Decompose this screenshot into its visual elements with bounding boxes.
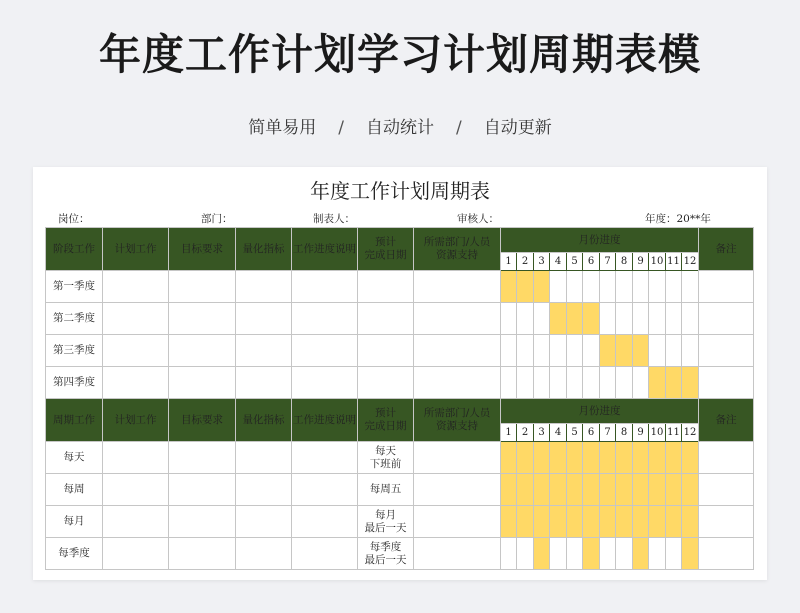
header-due-line2: 完成日期 <box>364 420 407 432</box>
month-cell-active <box>534 538 550 570</box>
tagline-item-update: 自动更新 <box>483 118 552 138</box>
month-header-cell: 4 <box>550 424 567 442</box>
month-cell-active <box>666 367 682 399</box>
month-cell <box>501 367 517 399</box>
table-cell <box>169 335 236 367</box>
month-cell-active <box>583 538 600 570</box>
header-dept-line2: 资源支持 <box>436 420 478 432</box>
month-cell-active <box>501 506 517 538</box>
department-label: 部门： <box>201 213 233 225</box>
month-cell-active <box>649 367 666 399</box>
month-header-cell: 4 <box>550 253 567 271</box>
month-header-cell: 10 <box>649 424 666 442</box>
header-stage: 阶段工作 <box>46 228 103 271</box>
month-header-cell: 3 <box>534 424 550 442</box>
table-cell <box>103 271 169 303</box>
tagline-item-easy: 简单易用 <box>248 118 317 138</box>
month-cell-active <box>616 442 633 474</box>
table-cell <box>103 303 169 335</box>
month-cell-active <box>633 538 649 570</box>
month-header-cell: 5 <box>567 253 583 271</box>
month-header-cell: 7 <box>600 424 616 442</box>
header-dept-line2: 资源支持 <box>436 249 478 261</box>
month-cell <box>600 271 616 303</box>
month-cell-active <box>517 474 534 506</box>
year-label: 年度：20**年 <box>645 213 711 225</box>
table-cell <box>292 442 358 474</box>
spreadsheet-preview <box>33 167 767 580</box>
table-cell <box>236 442 292 474</box>
month-cell <box>649 303 666 335</box>
due-date-cell <box>358 538 414 570</box>
header-progress: 工作进度说明 <box>292 228 358 271</box>
header-due-line1: 预计 <box>375 236 396 248</box>
feature-tagline <box>0 113 800 138</box>
month-cell <box>550 367 567 399</box>
table-cell <box>414 474 501 506</box>
table-cell <box>169 506 236 538</box>
header-dept <box>414 399 501 442</box>
table-cell <box>103 506 169 538</box>
month-cell-active <box>649 442 666 474</box>
month-cell <box>501 335 517 367</box>
month-cell-active <box>550 506 567 538</box>
month-cell-active <box>682 538 699 570</box>
month-cell-active <box>517 506 534 538</box>
table-cell <box>236 538 292 570</box>
month-cell-active <box>666 442 682 474</box>
month-cell <box>517 303 534 335</box>
quarter-label: 第三季度 <box>46 335 103 367</box>
header-stage: 周期工作 <box>46 399 103 442</box>
due-date-cell <box>358 506 414 538</box>
month-cell-active <box>600 335 616 367</box>
due-date-cell-line2: 下班前 <box>369 457 402 470</box>
table-cell <box>358 335 414 367</box>
month-cell-active <box>666 474 682 506</box>
table-cell <box>292 335 358 367</box>
month-cell-active <box>583 506 600 538</box>
header-due <box>358 399 414 442</box>
month-cell <box>682 335 699 367</box>
header-months: 月份进度 <box>501 399 699 424</box>
month-cell-active <box>616 506 633 538</box>
header-months: 月份进度 <box>501 228 699 253</box>
month-cell <box>517 367 534 399</box>
month-cell <box>649 271 666 303</box>
remark-cell <box>699 367 754 399</box>
due-date-cell-line2: 最后一天 <box>364 553 407 566</box>
month-cell <box>600 367 616 399</box>
due-date-cell <box>358 442 414 474</box>
table-cell <box>169 271 236 303</box>
table-cell <box>169 303 236 335</box>
period-label: 每周 <box>46 474 103 506</box>
month-cell-active <box>501 442 517 474</box>
month-cell <box>550 335 567 367</box>
month-cell <box>633 367 649 399</box>
month-cell <box>600 303 616 335</box>
month-cell-active <box>649 474 666 506</box>
month-cell-active <box>550 303 567 335</box>
table-cell <box>169 474 236 506</box>
month-cell <box>633 303 649 335</box>
table-cell <box>414 538 501 570</box>
table-cell <box>292 271 358 303</box>
remark-cell <box>699 474 754 506</box>
month-cell-active <box>682 506 699 538</box>
table-cell <box>358 367 414 399</box>
page-title: 年度工作计划学习计划周期表模 <box>98 30 701 79</box>
month-cell <box>649 538 666 570</box>
table-cell <box>103 474 169 506</box>
month-cell <box>583 335 600 367</box>
header-remark: 备注 <box>699 228 754 271</box>
month-header-cell: 12 <box>682 253 699 271</box>
header-due-line2: 完成日期 <box>364 249 407 261</box>
month-cell <box>550 538 567 570</box>
month-cell <box>517 538 534 570</box>
month-cell <box>550 271 567 303</box>
header-metric: 量化指标 <box>236 228 292 271</box>
month-cell-active <box>517 271 534 303</box>
month-cell <box>534 335 550 367</box>
month-cell <box>583 367 600 399</box>
header-goal: 目标要求 <box>169 399 236 442</box>
month-cell <box>633 271 649 303</box>
table-cell <box>169 538 236 570</box>
quarter-label: 第四季度 <box>46 367 103 399</box>
month-header-cell: 2 <box>517 424 534 442</box>
month-cell <box>682 303 699 335</box>
month-header-cell: 10 <box>649 253 666 271</box>
month-cell <box>616 271 633 303</box>
quarter-label: 第一季度 <box>46 271 103 303</box>
month-cell-active <box>616 474 633 506</box>
month-cell <box>501 538 517 570</box>
month-header-cell: 11 <box>666 424 682 442</box>
remark-cell <box>699 538 754 570</box>
plan-table <box>45 227 754 570</box>
month-cell-active <box>567 474 583 506</box>
month-cell-active <box>682 474 699 506</box>
month-header-cell: 11 <box>666 253 682 271</box>
table-cell <box>236 506 292 538</box>
month-cell-active <box>534 474 550 506</box>
header-plan: 计划工作 <box>103 399 169 442</box>
table-cell <box>292 474 358 506</box>
header-dept <box>414 228 501 271</box>
month-header-cell: 2 <box>517 253 534 271</box>
month-cell-active <box>534 442 550 474</box>
month-cell <box>666 538 682 570</box>
due-date-cell-line2: 最后一天 <box>364 521 407 534</box>
month-cell <box>534 303 550 335</box>
due-date-cell <box>358 474 414 506</box>
month-cell <box>616 538 633 570</box>
month-cell-active <box>534 506 550 538</box>
month-cell-active <box>600 474 616 506</box>
month-cell <box>583 271 600 303</box>
table-cell <box>414 271 501 303</box>
table-cell <box>236 335 292 367</box>
header-dept-line1: 所需部门/人员 <box>423 236 491 248</box>
remark-cell <box>699 271 754 303</box>
month-cell-active <box>633 506 649 538</box>
month-cell <box>666 335 682 367</box>
month-header-cell: 6 <box>583 253 600 271</box>
month-cell-active <box>534 271 550 303</box>
month-cell <box>567 367 583 399</box>
header-remark: 备注 <box>699 399 754 442</box>
table-cell <box>414 335 501 367</box>
table-cell <box>358 303 414 335</box>
month-header-cell: 12 <box>682 424 699 442</box>
month-cell <box>517 335 534 367</box>
month-cell <box>666 303 682 335</box>
table-cell <box>414 506 501 538</box>
month-cell-active <box>550 474 567 506</box>
table-cell <box>236 303 292 335</box>
table-cell <box>292 303 358 335</box>
month-cell-active <box>600 442 616 474</box>
month-header-cell: 8 <box>616 424 633 442</box>
header-due-line1: 预计 <box>375 407 396 419</box>
month-cell-active <box>666 506 682 538</box>
month-cell-active <box>682 442 699 474</box>
month-header-cell: 5 <box>567 424 583 442</box>
tagline-item-stats: 自动统计 <box>366 118 434 138</box>
table-cell <box>414 303 501 335</box>
month-cell-active <box>567 506 583 538</box>
table-cell <box>358 271 414 303</box>
table-cell <box>292 538 358 570</box>
table-cell <box>292 367 358 399</box>
month-cell <box>534 367 550 399</box>
month-cell-active <box>600 506 616 538</box>
month-cell <box>682 271 699 303</box>
month-cell <box>616 367 633 399</box>
month-cell <box>567 335 583 367</box>
table-cell <box>103 538 169 570</box>
month-header-cell: 3 <box>534 253 550 271</box>
due-date-cell-line1: 每周五 <box>369 483 402 495</box>
table-cell <box>236 367 292 399</box>
table-cell <box>169 442 236 474</box>
quarter-label: 第二季度 <box>46 303 103 335</box>
month-cell-active <box>501 474 517 506</box>
post-label: 岗位： <box>58 213 90 225</box>
month-cell-active <box>583 303 600 335</box>
remark-cell <box>699 506 754 538</box>
maker-label: 制表人： <box>313 213 355 225</box>
month-cell <box>649 335 666 367</box>
month-cell <box>666 271 682 303</box>
table-cell <box>414 442 501 474</box>
remark-cell <box>699 335 754 367</box>
header-goal: 目标要求 <box>169 228 236 271</box>
month-header-cell: 1 <box>501 253 517 271</box>
month-cell-active <box>567 303 583 335</box>
month-cell <box>567 271 583 303</box>
month-cell <box>600 538 616 570</box>
month-cell-active <box>567 442 583 474</box>
reviewer-label: 审核人： <box>457 213 499 225</box>
table-cell <box>103 335 169 367</box>
month-cell-active <box>633 335 649 367</box>
month-cell-active <box>649 506 666 538</box>
month-cell <box>567 538 583 570</box>
month-cell-active <box>633 442 649 474</box>
header-progress: 工作进度说明 <box>292 399 358 442</box>
due-date-cell-line1: 每月 <box>375 508 396 521</box>
month-header-cell: 8 <box>616 253 633 271</box>
header-plan: 计划工作 <box>103 228 169 271</box>
month-cell-active <box>682 367 699 399</box>
table-cell <box>236 474 292 506</box>
month-cell-active <box>550 442 567 474</box>
month-header-cell: 9 <box>633 424 649 442</box>
table-cell <box>103 442 169 474</box>
header-dept-line1: 所需部门/人员 <box>423 407 491 419</box>
month-header-cell: 7 <box>600 253 616 271</box>
month-cell-active <box>616 335 633 367</box>
tagline-separator: / <box>456 118 462 138</box>
month-cell-active <box>633 474 649 506</box>
month-cell <box>616 303 633 335</box>
month-cell-active <box>583 474 600 506</box>
table-cell <box>103 367 169 399</box>
table-cell <box>236 271 292 303</box>
sheet-title: 年度工作计划周期表 <box>310 179 490 203</box>
table-cell <box>292 506 358 538</box>
header-due <box>358 228 414 271</box>
header-metric: 量化指标 <box>236 399 292 442</box>
period-label: 每季度 <box>46 538 103 570</box>
month-header-cell: 9 <box>633 253 649 271</box>
table-cell <box>169 367 236 399</box>
month-header-cell: 1 <box>501 424 517 442</box>
period-label: 每月 <box>46 506 103 538</box>
table-cell <box>414 367 501 399</box>
remark-cell <box>699 442 754 474</box>
month-cell-active <box>501 271 517 303</box>
period-label: 每天 <box>46 442 103 474</box>
remark-cell <box>699 303 754 335</box>
due-date-cell-line1: 每季度 <box>369 540 402 553</box>
tagline-separator: / <box>338 118 344 138</box>
due-date-cell-line1: 每天 <box>375 444 396 457</box>
month-cell <box>501 303 517 335</box>
month-header-cell: 6 <box>583 424 600 442</box>
month-cell-active <box>583 442 600 474</box>
month-cell-active <box>517 442 534 474</box>
